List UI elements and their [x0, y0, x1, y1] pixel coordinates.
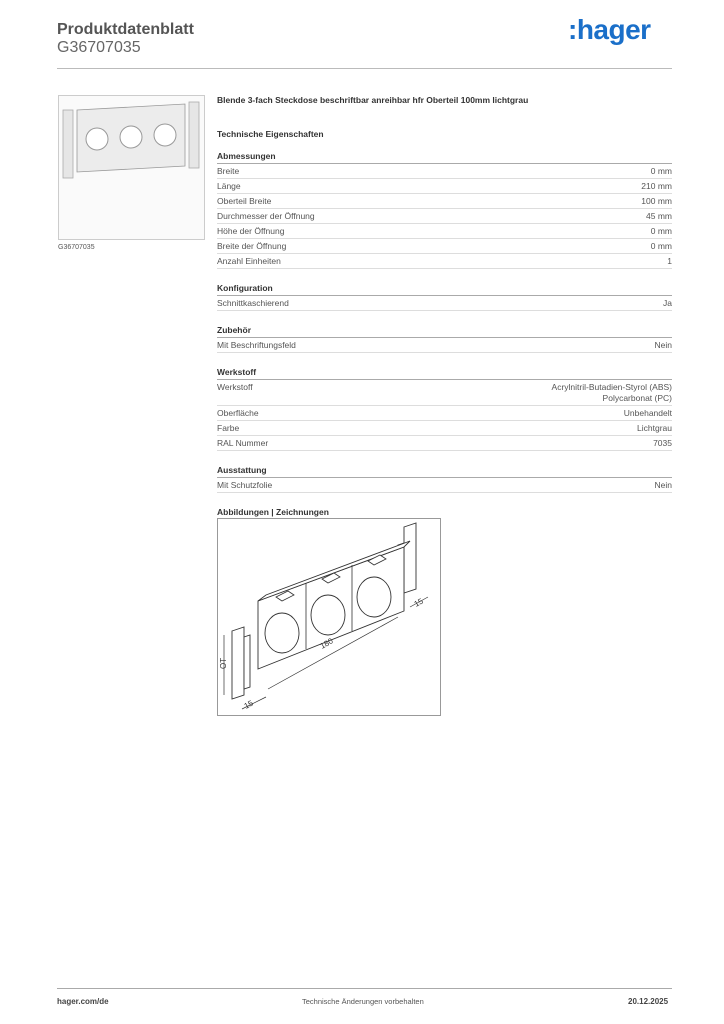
figures-heading: Abbildungen | Zeichnungen: [217, 507, 329, 517]
spec-value-line: 100 mm: [641, 195, 672, 206]
spec-row: [217, 179, 672, 194]
spec-sections: [217, 143, 672, 493]
footer-notice: Technische Änderungen vorbehalten: [302, 997, 424, 1006]
spec-label: Mit Schutzfolie: [217, 479, 273, 490]
spec-value-line: Nein: [654, 479, 672, 490]
dim-length: 180: [318, 636, 335, 651]
spec-label: Länge: [217, 180, 241, 191]
spec-value: [651, 226, 672, 237]
spec-value-line: Unbehandelt: [623, 407, 672, 418]
spec-label: Höhe der Öffnung: [217, 225, 285, 236]
spec-row: [217, 421, 672, 436]
spec-value-line: Acrylnitril-Butadien-Styrol (ABS): [551, 381, 672, 392]
spec-row: [217, 338, 672, 353]
tech-heading: Technische Eigenschaften: [217, 129, 324, 139]
spec-row: [217, 194, 672, 209]
page-title: Produktdatenblatt: [57, 21, 194, 38]
spec-row: [217, 209, 672, 224]
spec-value-line: 0 mm: [650, 240, 672, 251]
spec-value-line: Nein: [654, 339, 672, 350]
content-column: [217, 95, 672, 521]
article-number: G36707035: [57, 39, 141, 56]
spec-value: [655, 340, 672, 351]
header-divider: [57, 68, 672, 69]
spec-value-line: 7035: [653, 437, 672, 448]
spec-label: Oberteil Breite: [217, 195, 272, 206]
spec-label: Oberfläche: [217, 407, 259, 418]
spec-row: [217, 254, 672, 269]
spec-label: Breite der Öffnung: [217, 240, 287, 251]
spec-value: [646, 211, 672, 222]
section-heading: Zubehör: [217, 317, 672, 338]
spec-label: Farbe: [217, 422, 240, 433]
section-heading: Werkstoff: [217, 359, 672, 380]
spec-value-line: Ja: [663, 297, 672, 308]
footer-website[interactable]: hager.com/de: [57, 997, 109, 1006]
section-heading: Konfiguration: [217, 275, 672, 296]
spec-label: Durchmesser der Öffnung: [217, 210, 315, 221]
spec-value: [624, 408, 672, 419]
spec-value-line: 1: [667, 255, 672, 266]
spec-row: [217, 224, 672, 239]
logo-text: hager: [576, 14, 651, 45]
product-description: Blende 3-fach Steckdose beschriftbar anreihbar hfr Oberteil 100mm lichtgrau: [217, 95, 529, 105]
spec-row: [217, 164, 672, 179]
spec-value-line: 45 mm: [646, 210, 672, 221]
spec-value: [552, 382, 672, 404]
spec-label: Breite: [217, 165, 240, 176]
spec-value: [655, 480, 672, 491]
spec-label: RAL Nummer: [217, 437, 269, 448]
spec-value: [667, 256, 672, 267]
spec-row: [217, 296, 672, 311]
spec-value: [663, 298, 672, 309]
spec-row: [217, 406, 672, 421]
image-caption: G36707035: [58, 244, 95, 251]
section-heading: Ausstattung: [217, 457, 672, 478]
spec-value: [651, 241, 672, 252]
spec-value-line-2: Polycarbonat (PC): [602, 392, 672, 403]
spec-label: Anzahl Einheiten: [217, 255, 281, 266]
spec-row: [217, 436, 672, 451]
spec-value: [637, 423, 672, 434]
spec-label: Mit Beschriftungsfeld: [217, 339, 296, 350]
spec-value-line: Lichtgrau: [637, 422, 672, 433]
spec-row: [217, 380, 672, 406]
spec-value: [641, 196, 672, 207]
spec-value: [653, 438, 672, 449]
technical-drawing: [217, 518, 441, 716]
product-image: [58, 95, 205, 240]
spec-value: [641, 181, 672, 192]
dim-end-right: 15: [412, 596, 425, 609]
spec-label: Werkstoff: [217, 381, 253, 392]
spec-value-line: 0 mm: [650, 225, 672, 236]
spec-row: [217, 478, 672, 493]
dim-height: OT: [219, 657, 228, 669]
spec-value-line: 0 mm: [650, 165, 672, 176]
dim-end-left: 15: [242, 698, 255, 711]
hager-logo: :hager: [568, 14, 651, 45]
spec-value: [651, 166, 672, 177]
section-heading: Abmessungen: [217, 143, 672, 164]
spec-value-line: 210 mm: [641, 180, 672, 191]
spec-row: [217, 239, 672, 254]
footer-date: 20.12.2025: [628, 997, 669, 1006]
spec-label: Schnittkaschierend: [217, 297, 289, 308]
footer-divider: [57, 988, 672, 989]
